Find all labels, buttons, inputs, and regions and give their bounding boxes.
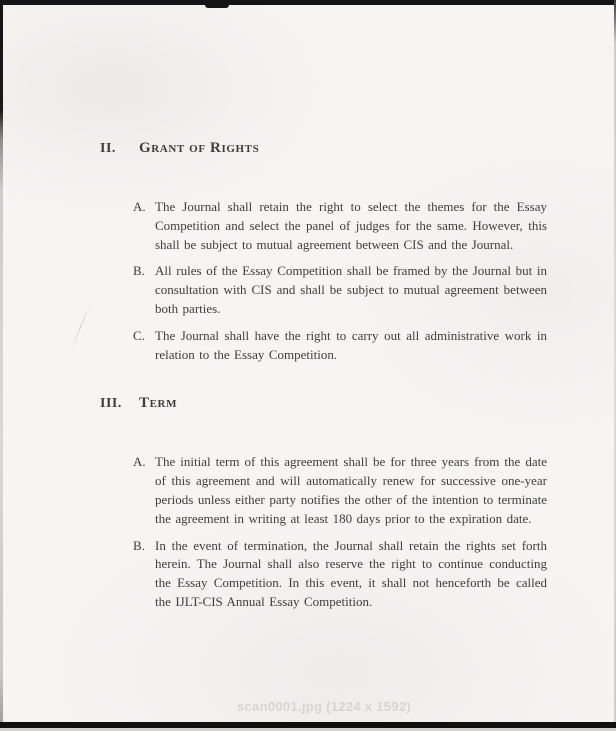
section-term: [100, 394, 547, 611]
clause-item: [133, 327, 547, 365]
scan-edge-notch: [205, 0, 229, 8]
paper-crease: [71, 305, 90, 350]
clause-label: A.: [133, 199, 146, 214]
clause-text: The Journal shall retain the right to select the themes for the Essay Competition and select the panel of judges for the same. However, this shall be subject to mutual agreement between CIS and the Journal.: [155, 199, 547, 252]
clause-item: [133, 537, 547, 612]
clause-list: [100, 453, 547, 611]
clause-label: B.: [133, 263, 145, 279]
section-number: II.: [100, 141, 116, 156]
clause-item: [133, 453, 547, 528]
section-grant-of-rights: [100, 139, 547, 364]
section-title: Grant of Rights: [139, 140, 260, 156]
clause-item: [133, 198, 547, 254]
clause-text: All rules of the Essay Competition shall be framed by the Journal but in consultation with CIS and shall be subject to mutual agreement between both parties.: [155, 263, 547, 316]
clause-text: The Journal shall have the right to carry out all administrative work in relation to the Essay Competition.: [155, 327, 547, 362]
clause-item: [133, 262, 547, 318]
section-heading: [100, 394, 547, 413]
clause-text: In the event of termination, the Journal shall retain the rights set forth herein. The Journal shall also reserve the right to continue conducting the Essay Competition. In this event, it shall not henceforth be called the IJLT-CIS Annual Essay Competition.: [155, 537, 547, 609]
viewer-filename-watermark: scan0001.jpg (1224 x 1592): [237, 699, 412, 714]
scan-edge-top: [0, 0, 616, 5]
section-title: Term: [139, 395, 178, 412]
clause-list: [100, 198, 547, 364]
scan-edge-left: [0, 0, 3, 731]
document-body: [100, 139, 547, 620]
clause-label: B.: [133, 537, 145, 553]
clause-label: C.: [133, 327, 145, 343]
clause-text: The initial term of this agreement shall be for three years from the date of this agreement and will automatically renew for successive one-year periods unless either party notifies the other of the intention to terminate the agreement in writing at least 180 days prior to the expiration date.: [155, 454, 547, 526]
clause-label: A.: [133, 454, 146, 470]
section-heading: [100, 139, 547, 158]
section-number: III.: [100, 396, 122, 412]
